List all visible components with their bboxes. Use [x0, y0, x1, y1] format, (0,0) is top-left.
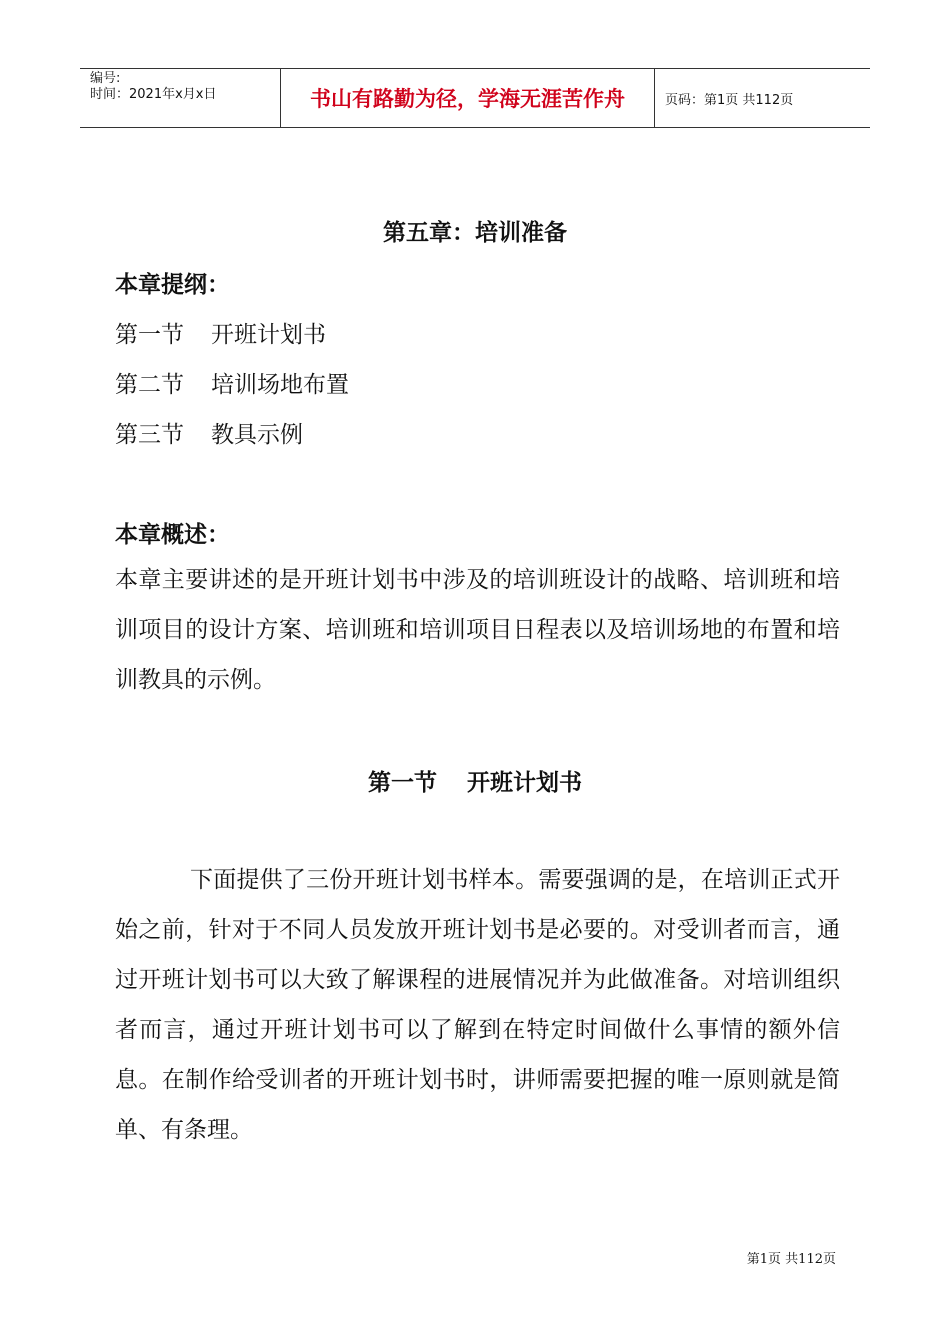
header-motto: 书山有路勤为径，学海无涯苦作舟 [281, 69, 655, 127]
header-page-info: 页码：第1页 共112页 [665, 92, 794, 108]
outline-item-number: 第二节 [115, 372, 184, 398]
page-header [80, 68, 870, 128]
outline-item [115, 316, 326, 349]
outline-item-title: 教具示例 [211, 422, 303, 448]
outline-item [115, 366, 349, 399]
outline-label: 本章提纲： [115, 272, 230, 298]
section-title: 第一节 开班计划书 [367, 770, 582, 796]
outline-item-title: 培训场地布置 [211, 372, 349, 398]
chapter-summary: 本章主要讲述的是开班计划书中涉及的培训班设计的战略、培训班和培训项目的设计方案、培训班和培训项目日程表以及培训场地的布置和培训教具的示例。 [115, 567, 840, 693]
header-meta [80, 69, 281, 127]
chapter-title: 第五章：培训准备 [383, 220, 567, 246]
page-footer: 第1页 共112页 [746, 1252, 836, 1267]
summary-label: 本章概述： [115, 522, 230, 548]
outline-item-title: 开班计划书 [211, 322, 326, 348]
outline-item-number: 第一节 [115, 322, 184, 348]
outline-item [115, 416, 303, 449]
number-label: 编号: [90, 71, 121, 86]
outline-item-number: 第三节 [115, 422, 184, 448]
date-label: 时间：2021年x月x日 [90, 87, 217, 102]
section-body: 下面提供了三份开班计划书样本。需要强调的是，在培训正式开始之前，针对于不同人员发放开班计划书是必要的。对受训者而言，通过开班计划书可以大致了解课程的进展情况并为此做准备。对培训组织者而言，通过开班计划书可以了解到在特定时间做什么事情的额外信息。在制作给受训者的开班计划书时，讲师需要把握的唯一原则就是简单、有条理。 [115, 867, 840, 1143]
